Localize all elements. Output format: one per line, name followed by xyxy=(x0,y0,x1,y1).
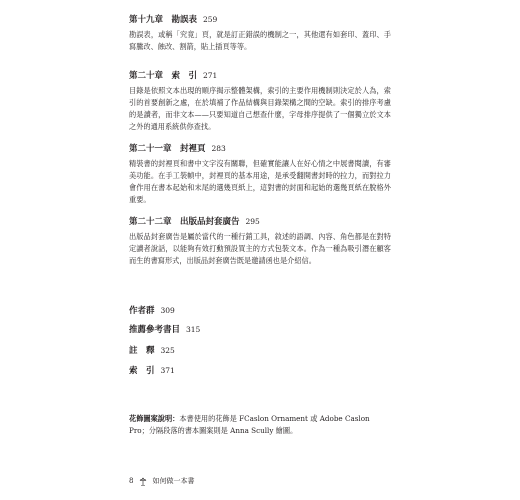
chapter-21 xyxy=(129,143,391,206)
chapter-page-number: 271 xyxy=(203,71,218,80)
chapter-page-number: 283 xyxy=(211,144,226,153)
chapter-page-number: 295 xyxy=(245,217,260,226)
chapter-heading: 第二十二章 出版品封套廣告 295 xyxy=(129,217,260,227)
chapter-heading: 第十九章 勘誤表 259 xyxy=(129,15,218,25)
fleuron-icon xyxy=(139,477,147,486)
back-matter-page-number: 309 xyxy=(160,306,175,315)
ornament-note-lead: 花飾圖案說明： xyxy=(129,414,180,423)
ornament-note-text: 本書使用的花飾是 FCaslon Ornament 或 Adobe Caslon Pro；分隔段落的書本圖案則是 Anna Scully 繪圖。 xyxy=(129,414,370,435)
chapter-heading: 第二十一章 封裡頁 283 xyxy=(129,144,226,154)
back-matter-page-number: 371 xyxy=(160,366,175,375)
ornament-note xyxy=(129,413,391,437)
footer-page-number: 8 xyxy=(129,477,134,485)
chapter-heading: 第二十章 索 引 271 xyxy=(129,71,218,81)
back-matter-page-number: 315 xyxy=(186,325,201,334)
back-matter-bibliography: 推薦參考書目 315 xyxy=(129,325,201,335)
back-matter-index: 索 引 371 xyxy=(129,366,175,376)
chapter-summary: 勘誤表，或稱「究竟」頁，就是訂正錯誤的機制之一，其他還有如套印、蓋印、手寫騰改、蝕改、割箭，貼上插頁等等。 xyxy=(129,30,391,51)
footer-book-title: 如何做一本書 xyxy=(152,477,195,485)
page-footer xyxy=(129,476,194,486)
chapter-summary: 精裝書的封裡頁和書中文字沒有關聯，但確實能讓人在好心情之中展書閱讀，有審美功能。在手工裝幀中，封裡頁的基本用途，是承受翻開書封時的拉力，而對拉力會作用在書本起始和末尾的選幾頁紙上，這對書的封面和起始的選幾頁紙在脫格外重要。 xyxy=(129,159,391,204)
back-matter-authors: 作者群 309 xyxy=(129,306,175,316)
back-matter-page-number: 325 xyxy=(160,346,175,355)
back-matter-notes: 註 釋 325 xyxy=(129,346,175,356)
chapter-page-number: 259 xyxy=(203,15,218,24)
chapter-22 xyxy=(129,216,391,267)
chapter-19 xyxy=(129,14,391,53)
chapter-20 xyxy=(129,70,391,133)
chapter-summary: 出版品封套廣告是屬於當代的一種行銷工具，敘述的語調、內容、角色都是在對特定讀者說話，以能夠有效打動預設買主的方式包裝文本。作為一種為吸引潛在顧客而生的書寫形式，出版品封套廣告既是邀請函也是介紹信。 xyxy=(129,232,391,265)
chapter-summary: 目錄是依照文本出現的順序揭示整體架構，索引的主要作用機制則決定於人為，索引的首要創新之處，在於填補了作品結構與目錄架構之間的空缺。索引的排序考慮的是讀者，而非文本——只要知道自己想查什麼，字母排序提供了一個獨立於文本之外的通用系統供你查找。 xyxy=(129,86,391,131)
